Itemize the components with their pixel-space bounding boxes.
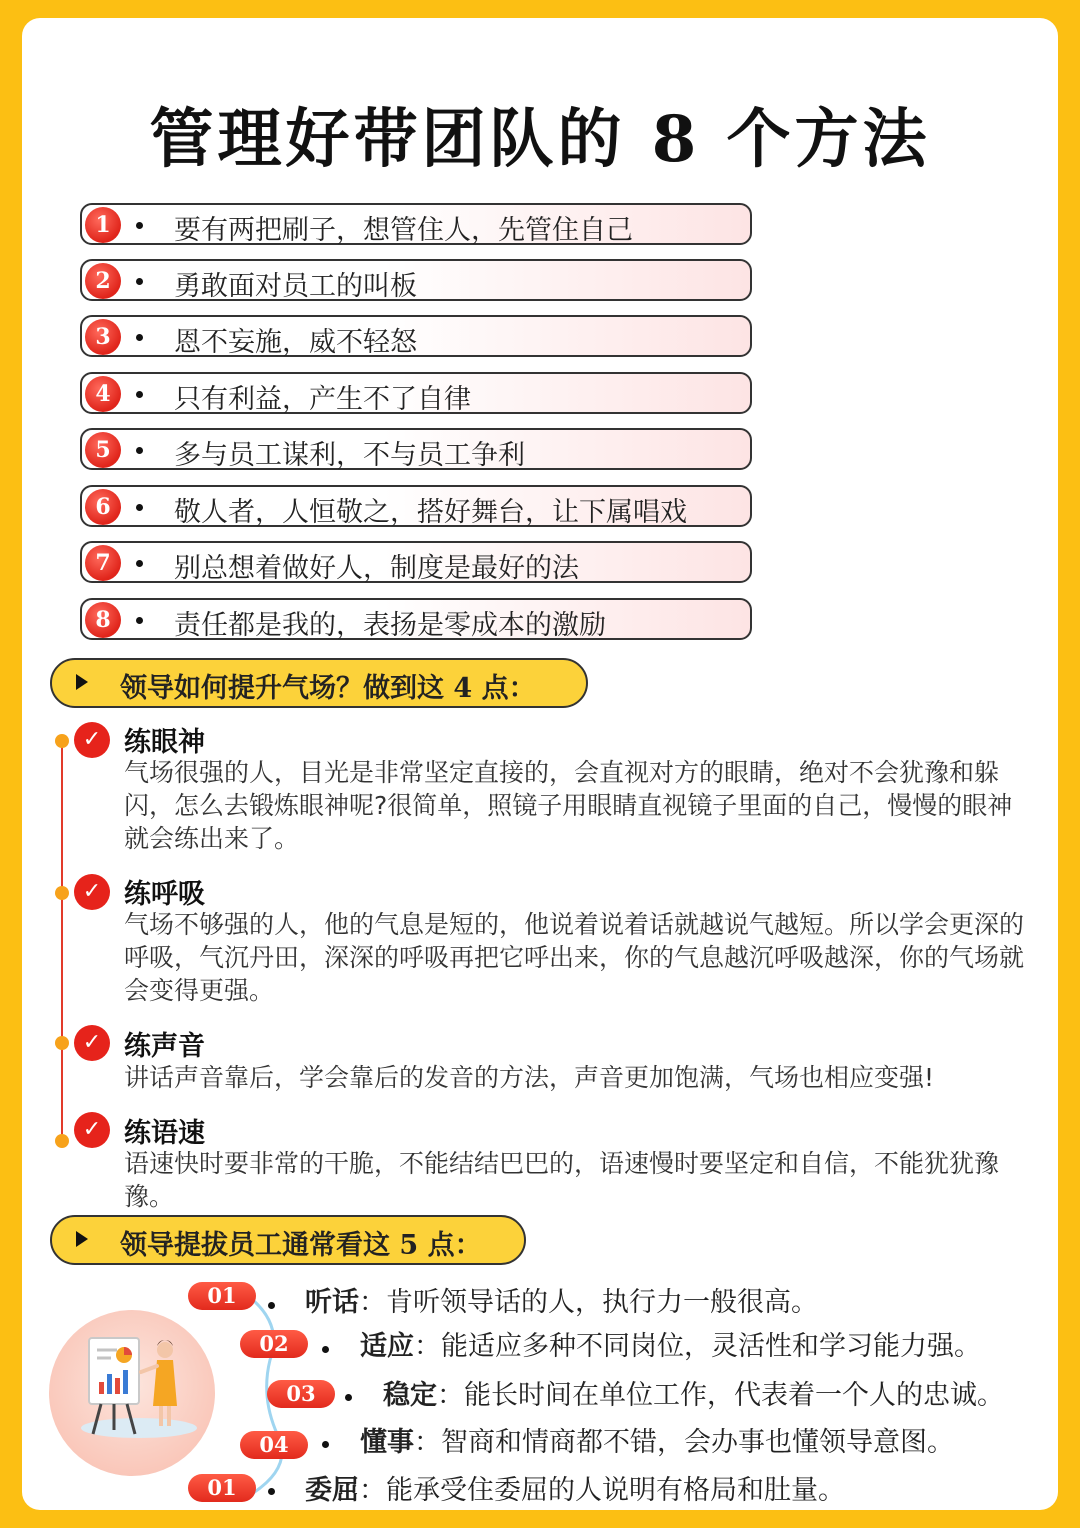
promotion-tag: 01 bbox=[188, 1474, 256, 1502]
aura-item-title: 练声音 bbox=[124, 1031, 205, 1062]
bullet-dot bbox=[136, 391, 143, 398]
aura-item-body: 气场不够强的人，他的气息是短的，他说着说着话就越说气越短。所以学会更深的呼吸，气沉丹田，深深的呼吸再把它呼出来，你的气息越沉呼吸越深，你的气场就会变得更强。 bbox=[124, 910, 1025, 1005]
check-icon: ✓ bbox=[74, 874, 110, 910]
bullet-dot bbox=[268, 1302, 275, 1309]
aura-item-body: 气场很强的人，目光是非常坚定直接的，会直视对方的眼睛，绝对不会犹豫和躲闪，怎么去锻炼眼神呢?很简单，照镜子用眼睛直视镜子里面的自己，慢慢的眼神就会练出来了。 bbox=[124, 758, 1013, 853]
method-number-badge: 4 bbox=[85, 376, 121, 412]
method-number-badge: 7 bbox=[85, 545, 121, 581]
check-icon: ✓ bbox=[74, 1112, 110, 1148]
bullet-dot bbox=[136, 560, 143, 567]
method-text: 别总想着做好人，制度是最好的法 bbox=[174, 553, 579, 584]
promotion-key: 稳定 bbox=[383, 1380, 437, 1411]
section-header-promotion bbox=[50, 1215, 526, 1265]
method-text: 要有两把刷子，想管住人，先管住自己 bbox=[174, 215, 633, 246]
promotion-item-1 bbox=[305, 1280, 818, 1319]
method-text: 责任都是我的，表扬是零成本的激励 bbox=[174, 610, 606, 641]
bullet-dot bbox=[136, 617, 143, 624]
promotion-item-4 bbox=[360, 1420, 954, 1459]
aura-item-title: 练呼吸 bbox=[124, 879, 205, 910]
check-icon: ✓ bbox=[74, 722, 110, 758]
promotion-tag: 03 bbox=[267, 1380, 335, 1408]
promotion-text: 能长时间在单位工作，代表着一个人的忠诚。 bbox=[464, 1380, 1004, 1411]
aura-item-title: 练语速 bbox=[124, 1118, 205, 1149]
bullet-dot bbox=[136, 504, 143, 511]
method-item-3 bbox=[80, 315, 752, 357]
method-item-4 bbox=[80, 372, 752, 414]
timeline-dot bbox=[55, 734, 69, 748]
promotion-text: 能适应多种不同岗位，灵活性和学习能力强。 bbox=[441, 1331, 981, 1362]
method-item-1 bbox=[80, 203, 752, 245]
section-header-text: 领导如何提升气场？做到这 4 点： bbox=[120, 673, 536, 704]
method-item-7 bbox=[80, 541, 752, 583]
bullet-dot bbox=[322, 1441, 329, 1448]
section-header-aura bbox=[50, 658, 588, 708]
aura-item-body: 讲话声音靠后，学会靠后的发音的方法，声音更加饱满，气场也相应变强! bbox=[124, 1063, 935, 1092]
promotion-text: 智商和情商都不错，会办事也懂领导意图。 bbox=[441, 1427, 954, 1458]
bullet-dot bbox=[136, 447, 143, 454]
method-number-badge: 8 bbox=[85, 602, 121, 638]
method-text: 恩不妄施，威不轻怒 bbox=[174, 327, 417, 358]
bullet-dot bbox=[136, 278, 143, 285]
check-icon: ✓ bbox=[74, 1025, 110, 1061]
method-number-badge: 1 bbox=[85, 207, 121, 243]
promotion-item-2 bbox=[360, 1324, 981, 1363]
promotion-tag: 04 bbox=[240, 1431, 308, 1459]
bullet-dot bbox=[136, 222, 143, 229]
method-text: 多与员工谋利，不与员工争利 bbox=[174, 440, 525, 471]
promotion-key: 听话 bbox=[305, 1287, 359, 1318]
bullet-dot bbox=[268, 1488, 275, 1495]
promotion-separator: ： bbox=[414, 1427, 441, 1458]
method-item-8 bbox=[80, 598, 752, 640]
promotion-separator: ： bbox=[414, 1331, 441, 1362]
timeline-dot bbox=[55, 1036, 69, 1050]
section-header-text: 领导提拔员工通常看这 5 点： bbox=[120, 1230, 482, 1261]
method-number-badge: 2 bbox=[85, 263, 121, 299]
timeline-dot bbox=[55, 1134, 69, 1148]
method-number-badge: 6 bbox=[85, 489, 121, 525]
method-item-6 bbox=[80, 485, 752, 527]
method-number-badge: 5 bbox=[85, 432, 121, 468]
timeline-dot bbox=[55, 886, 69, 900]
promotion-separator: ： bbox=[359, 1287, 386, 1318]
bullet-dot bbox=[345, 1394, 352, 1401]
method-number-badge: 3 bbox=[85, 319, 121, 355]
method-item-5 bbox=[80, 428, 752, 470]
method-item-2 bbox=[80, 259, 752, 301]
play-arrow-icon bbox=[76, 674, 88, 690]
bullet-dot bbox=[322, 1346, 329, 1353]
timeline-line bbox=[61, 740, 63, 1140]
aura-item-body: 语速快时要非常的干脆，不能结结巴巴的，语速慢时要坚定和自信，不能犹犹豫豫。 bbox=[124, 1149, 1000, 1211]
method-text: 只有利益，产生不了自律 bbox=[174, 384, 471, 415]
promotion-key: 懂事 bbox=[360, 1427, 414, 1458]
promotion-item-5 bbox=[305, 1468, 845, 1507]
aura-item-title: 练眼神 bbox=[124, 727, 205, 758]
page-title: 管理好带团队的 8 个方法 bbox=[149, 102, 931, 177]
promotion-key: 委屈 bbox=[305, 1475, 359, 1506]
promotion-tag: 02 bbox=[240, 1330, 308, 1358]
promotion-text: 肯听领导话的人，执行力一般很高。 bbox=[386, 1287, 818, 1318]
promotion-text: 能承受住委屈的人说明有格局和肚量。 bbox=[386, 1475, 845, 1506]
promotion-item-3 bbox=[383, 1373, 1004, 1412]
promotion-key: 适应 bbox=[360, 1331, 414, 1362]
promotion-tag: 01 bbox=[188, 1282, 256, 1310]
promotion-separator: ： bbox=[437, 1380, 464, 1411]
play-arrow-icon bbox=[76, 1231, 88, 1247]
method-text: 勇敢面对员工的叫板 bbox=[174, 271, 417, 302]
method-text: 敬人者，人恒敬之，搭好舞台，让下属唱戏 bbox=[174, 497, 687, 528]
bullet-dot bbox=[136, 334, 143, 341]
promotion-separator: ： bbox=[359, 1475, 386, 1506]
